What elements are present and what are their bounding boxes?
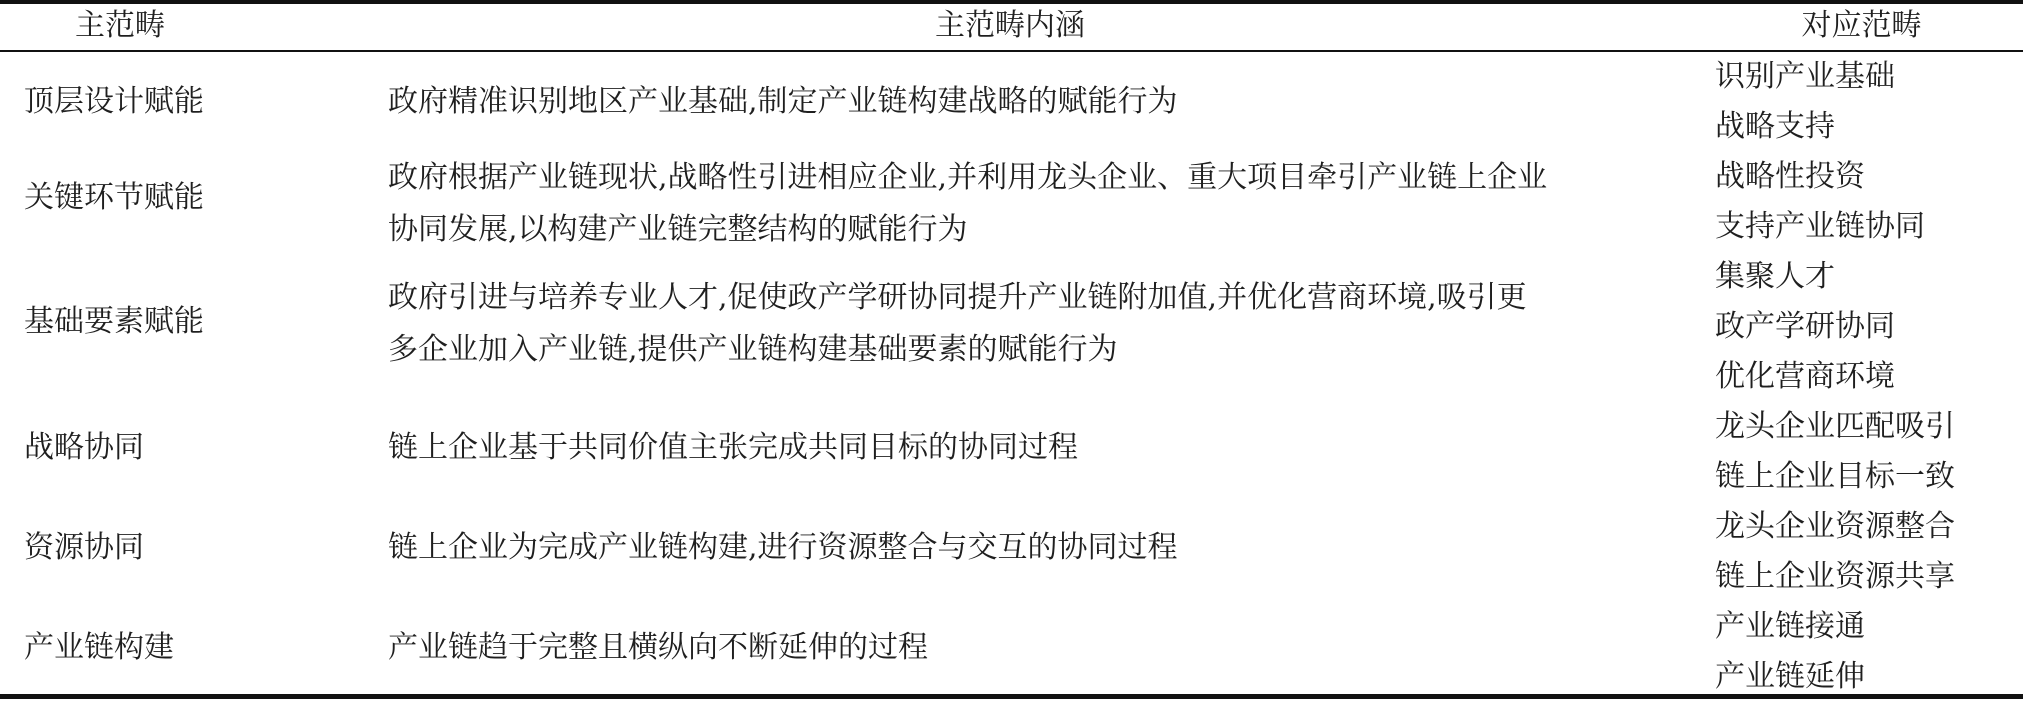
table-row (0, 52, 2023, 152)
meaning-line: 政府精准识别地区产业基础,制定产业链构建战略的赋能行为 (388, 84, 1178, 119)
meaning-line: 政府引进与培养专业人才,促使政产学研协同提升产业链附加值,并优化营商环境,吸引更 (388, 280, 1527, 315)
corresponding-item: 链上企业目标一致 (1715, 459, 1955, 494)
header-meaning: 主范畴内涵 (935, 8, 1085, 43)
table-row (0, 402, 2023, 502)
category-cell: 战略协同 (24, 430, 144, 465)
meaning-cell (388, 272, 1688, 376)
header-category: 主范畴 (75, 8, 165, 43)
corresponding-cell (1715, 152, 2015, 252)
table-bottom-rule (0, 694, 2023, 699)
meaning-cell (388, 422, 1688, 474)
table-row (0, 152, 2023, 252)
corresponding-item: 龙头企业资源整合 (1715, 509, 1955, 544)
meaning-line: 多企业加入产业链,提供产业链构建基础要素的赋能行为 (388, 332, 1118, 367)
corresponding-item: 战略性投资 (1715, 159, 1865, 194)
table-row (0, 602, 2023, 694)
category-cell: 基础要素赋能 (24, 304, 204, 339)
meaning-line: 产业链趋于完整且横纵向不断延伸的过程 (388, 630, 928, 665)
corresponding-cell (1715, 502, 2015, 602)
corresponding-item: 集聚人才 (1715, 259, 1835, 294)
category-cell: 顶层设计赋能 (24, 84, 204, 119)
corresponding-item: 识别产业基础 (1715, 59, 1895, 94)
meaning-line: 链上企业为完成产业链构建,进行资源整合与交互的协同过程 (388, 530, 1178, 565)
meaning-line: 协同发展,以构建产业链完整结构的赋能行为 (388, 212, 968, 247)
corresponding-item: 产业链延伸 (1715, 659, 1865, 694)
corresponding-cell (1715, 252, 2015, 402)
corresponding-cell (1715, 402, 2015, 502)
table-row (0, 502, 2023, 602)
meaning-cell (388, 522, 1688, 574)
corresponding-item: 龙头企业匹配吸引 (1715, 409, 1955, 444)
corresponding-cell (1715, 602, 2015, 702)
category-cell: 关键环节赋能 (24, 180, 204, 215)
header-corresponding: 对应范畴 (1801, 8, 1922, 43)
meaning-cell (388, 76, 1688, 128)
category-cell: 资源协同 (24, 530, 144, 565)
corresponding-item: 优化营商环境 (1715, 359, 1895, 394)
corresponding-item: 政产学研协同 (1715, 309, 1895, 344)
corresponding-cell (1715, 52, 2015, 152)
meaning-line: 链上企业基于共同价值主张完成共同目标的协同过程 (388, 430, 1078, 465)
meaning-cell (388, 622, 1688, 674)
corresponding-item: 战略支持 (1715, 109, 1835, 144)
table-row (0, 252, 2023, 402)
meaning-line: 政府根据产业链现状,战略性引进相应企业,并利用龙头企业、重大项目牵引产业链上企业 (388, 160, 1548, 195)
corresponding-item: 链上企业资源共享 (1715, 559, 1955, 594)
corresponding-item: 支持产业链协同 (1715, 209, 1925, 244)
table-top-rule (0, 0, 2023, 4)
corresponding-item: 产业链接通 (1715, 609, 1865, 644)
meaning-cell (388, 152, 1688, 256)
category-cell: 产业链构建 (24, 630, 174, 665)
